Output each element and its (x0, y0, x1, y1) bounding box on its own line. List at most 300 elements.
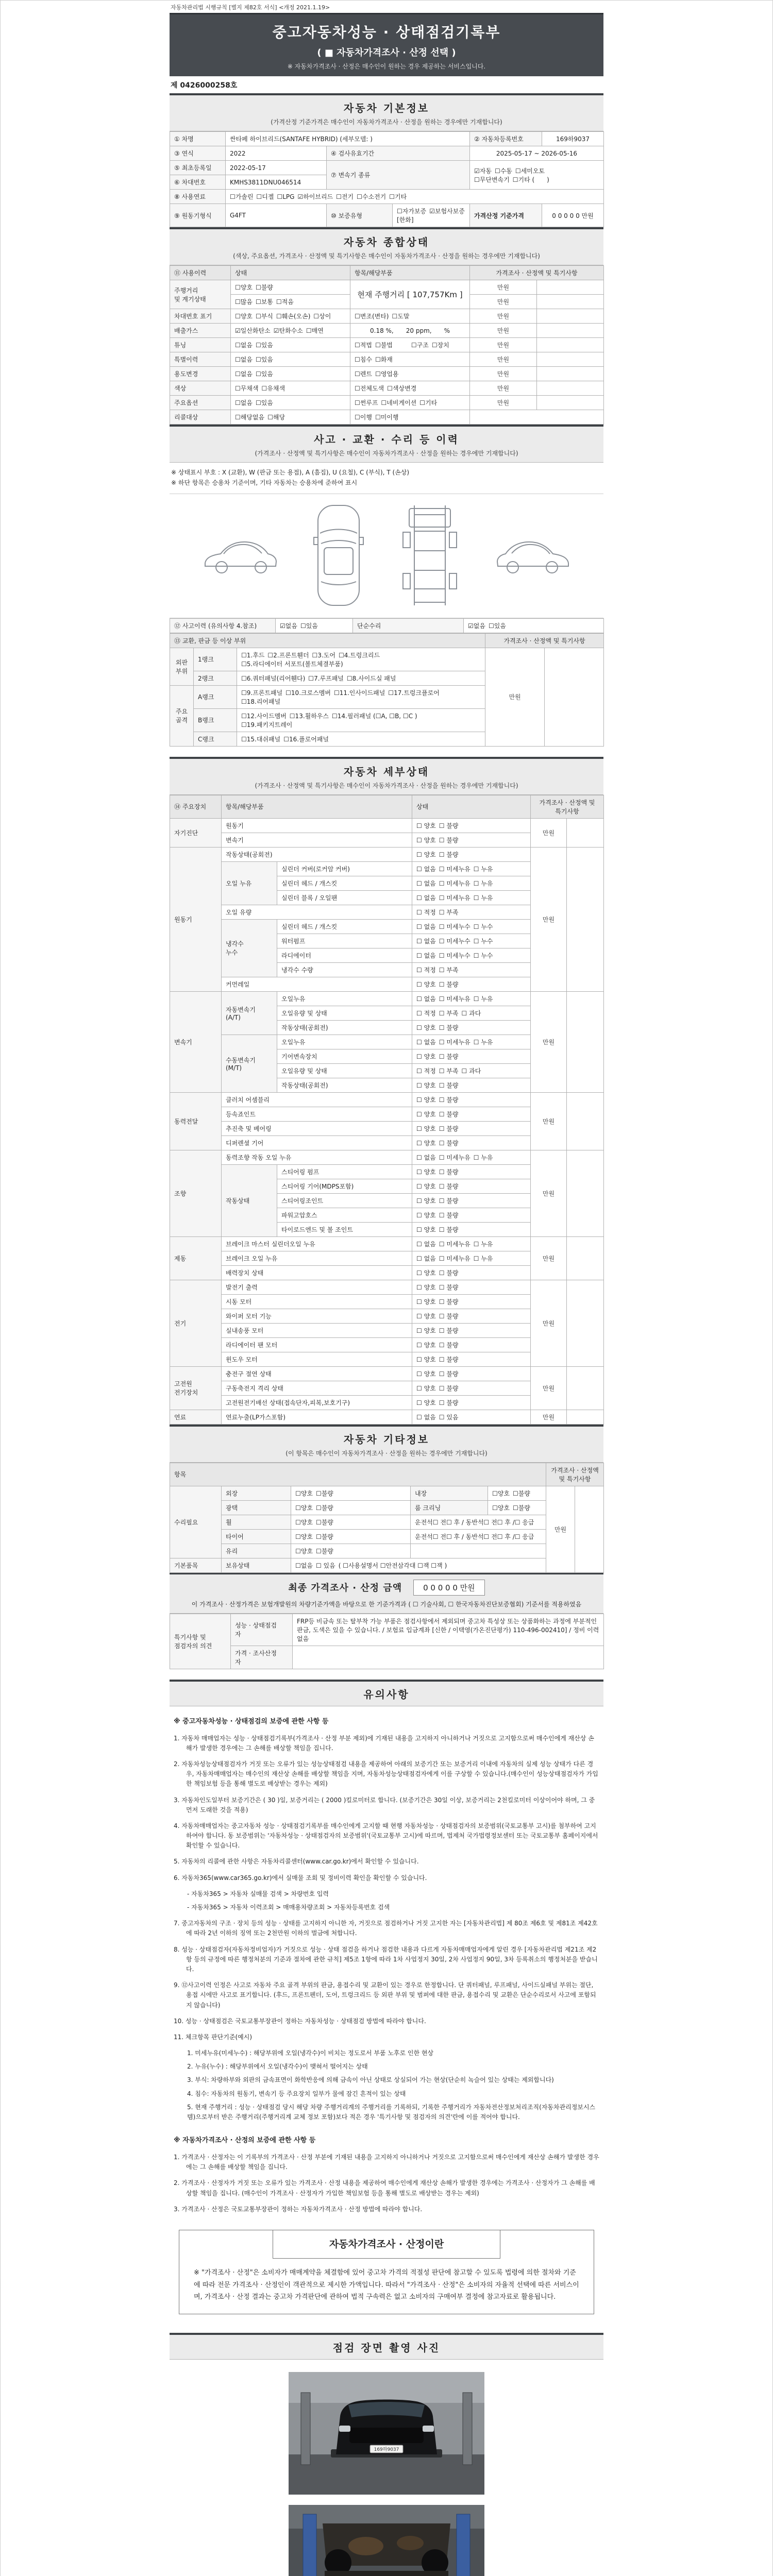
item: 오일유량 및 상태 (277, 1063, 412, 1078)
table (170, 633, 604, 747)
table-row (170, 146, 604, 161)
notice-item: 10. 성능 · 상태점검은 국토교통부장관이 정하는 자동차성능 · 상태점검 방법에 따라야 합니다. (174, 2017, 426, 2025)
item: 스티어링조인트 (277, 1193, 412, 1208)
table-row (170, 1463, 604, 1486)
table-cell: ☐전체도색 ☐색상변경 (350, 381, 470, 396)
notice-sub-item: 1. 미세누유(미세누수) : 해당부위에 오일(냉각수)이 비치는 정도로서 부품 노후로 인한 현상 (187, 2049, 434, 2057)
table-cell: ☐없음 ☐ 있음 ( ☐사용설명서 ☐안전삼각대 ☐잭 ☐잭 ) (291, 1558, 546, 1572)
table-row (170, 1646, 604, 1669)
price-note (567, 847, 604, 991)
table-row (170, 1280, 604, 1294)
table-row (170, 1500, 604, 1515)
table-cell: ☐15.대쉬패널 ☐16.플로어패널 (237, 732, 485, 746)
table-cell: ☐양호 ☐불량 (291, 1515, 411, 1529)
table-cell: ⑤ 최초등록일 (170, 161, 226, 175)
table-cell: ⑪ 사용이력 (170, 266, 231, 280)
price-note (567, 1150, 604, 1236)
table-row (170, 338, 604, 352)
table-cell: ☐양호 ☐불량 (488, 1486, 546, 1500)
table-cell: 성능 · 상태점검 자 (231, 1614, 293, 1646)
table-cell: 외장 (222, 1486, 291, 1500)
accident-history-table (170, 618, 603, 633)
table-row (170, 1529, 604, 1544)
table-cell: 색상 (170, 381, 231, 396)
table-row (170, 410, 604, 425)
legend-line-2: ※ 하단 항목은 승용차 기준이며, 기타 자동차는 승용차에 준하여 표시 (171, 479, 358, 487)
state-options: ☐ 양호 ☐ 불량 (412, 1092, 531, 1107)
detail-state-table (170, 795, 603, 1425)
device-group: 연료 (170, 1410, 222, 1424)
state-options: ☐ 양호 ☐ 불량 (412, 1323, 531, 1337)
sub-group: 작동상태 (222, 1164, 277, 1236)
table-row (170, 795, 604, 818)
table-row (170, 847, 604, 861)
state-options: ☐ 없음 ☐ 미세누수 ☐ 누수 (412, 919, 531, 934)
final-price-bar (170, 1573, 603, 1614)
table-row (170, 132, 604, 146)
fuel-type: ☐가솔린 ☐디젤 ☐LPG ☑하이브리드 ☐전기 ☐수소전기 ☐기타 (226, 190, 604, 204)
section-title: 자동차 세부상태 (343, 765, 430, 778)
table-cell: 타이어 (222, 1529, 291, 1544)
table-cell: ☐없음 ☐있음 (231, 338, 350, 352)
table-cell: C랭크 (194, 732, 237, 746)
form-reference: 자동차관리법 시행규칙 [별지 제82호 서식] <개정 2021.1.19> (171, 4, 330, 11)
section-title: 자동차 종합상태 (343, 236, 430, 248)
spacer (170, 1669, 603, 1680)
item: 브레이크 마스터 실린더오일 누유 (222, 1236, 412, 1251)
item: 고전원전기배선 상태(접속단자,피복,보호기구) (222, 1395, 412, 1410)
table-cell: ① 차명 (170, 132, 226, 146)
table-row (170, 324, 604, 338)
transmission-type: ☑자동 ☐수동 ☐세미오토 ☐무단변속기 ☐기타 ( ) (470, 161, 604, 190)
table-cell: 튜닝 (170, 338, 231, 352)
registration-number: 169하9037 (542, 132, 604, 146)
item: 실내송풍 모터 (222, 1323, 412, 1337)
sub-group: 오일 누유 (222, 861, 277, 905)
state-options: ☐ 양호 ☐ 불량 (412, 977, 531, 991)
notice-item: 3. 자동차인도일부터 보증기간은 ( 30 )일, 보증거리는 ( 2000 )킬로미터로 합니다. (보증기간은 30일 이상, 보증거리는 2천킬로미터 이상이어야 하며, 그 중 먼저 도래한 것을 적용) (174, 1796, 595, 1814)
final-price-label: 최종 가격조사 · 산정 금액 (288, 1583, 402, 1594)
state-options: ☐ 양호 ☐ 불량 (412, 818, 531, 833)
inspection-record-document (170, 1, 603, 2576)
item: 디퍼렌셜 기어 (222, 1136, 412, 1150)
state-options: ☐ 양호 ☐ 불량 (412, 1309, 531, 1323)
table-cell: 만원 (470, 396, 537, 410)
price-note (567, 1410, 604, 1424)
section-photos (170, 2333, 603, 2360)
notice-item: 4. 자동차매매업자는 중고자동차 성능 · 상태점검기록부를 매수인에게 고지할 때 현행 자동차성능 · 상태점검자의 보증범위(국토교통부 고시)를 첨부하여 고지하여야 합니다. 동 보증범위는 '자동차성능 · 상태점검자의 보증범위'(국토교통부 고시)에 따르며, 법제처 국가법령정보센터 또는 국토교통부 홈페이지에서 확인할 수 있습니다. (174, 1822, 598, 1850)
state-options: ☐ 양호 ☐ 불량 (412, 1222, 531, 1236)
table-cell: ☐양호 ☐불량 (291, 1500, 411, 1515)
table-cell: ☐12.사이드멤버 ☐13.휠하우스 ☐14.필러패널 (☐A, ☐B, ☐C ) ☐19.패키지트레이 (237, 708, 485, 732)
notice-sub-item: 3. 부식: 차량하부와 외판의 금속표면이 화학반응에 의해 금속이 아닌 상태로 상실되어 가는 현상(단순히 녹슬어 있는 상태는 제외합니다) (187, 2076, 554, 2084)
table-row (170, 1366, 604, 1381)
price-unit: 만원 (531, 847, 567, 991)
table-cell: 만원 (470, 295, 537, 309)
table-cell: 1랭크 (194, 648, 237, 671)
state-options: ☐ 없음 ☐ 미세누유 ☐ 누유 (412, 1251, 531, 1265)
table-cell: 광택 (222, 1500, 291, 1515)
section-note: (이 항목은 매수인이 자동차가격조사 · 산정을 원하는 경우에만 기재합니다) (285, 1449, 488, 1457)
table-cell: 특별이력 (170, 352, 231, 367)
device-group: 원동기 (170, 847, 222, 991)
legend-line-1: ※ 상태표시 부호 : X (교환), W (판금 또는 용접), A (흠집), U (요철), C (부식), T (손상) (171, 469, 410, 476)
table-cell: ☐양호 ☐불량 (291, 1486, 411, 1500)
table-cell: 가격조사 · 산정액 및 특기사항 (485, 633, 604, 648)
table-row (170, 280, 604, 295)
state-options: ☐ 양호 ☐ 불량 (412, 1280, 531, 1294)
table-row (170, 1558, 604, 1572)
table-cell (537, 295, 604, 309)
item: 충전구 절연 상태 (222, 1366, 412, 1381)
table-cell: 기본품목 (170, 1558, 222, 1572)
current-mileage: 현재 주행거리 [ 107,757Km ] (350, 280, 470, 309)
state-options: ☐ 양호 ☐ 불량 (412, 1121, 531, 1136)
table-cell: ④ 검사유효기간 (327, 146, 470, 161)
section-title: 자동차 기타정보 (343, 1433, 430, 1446)
table-cell (537, 381, 604, 396)
table-cell (537, 352, 604, 367)
notice-item: 3. 가격조사 · 산정은 국토교통부장관이 정하는 자동차가격조사 · 산정 방법에 따라야 합니다. (174, 2205, 423, 2213)
table-cell: 주행거리 및 계기상태 (170, 280, 231, 309)
table-cell: 보유상태 (222, 1558, 291, 1572)
device-group: 제동 (170, 1236, 222, 1280)
table-cell: ☐없음 ☐있음 (231, 367, 350, 381)
table-cell: A랭크 (194, 685, 237, 708)
inspector-opinion: FRP등 비금속 또는 탈부착 가능 부품은 점검사항에서 제외되며 중고차 특성상 또는 상품화하는 과정에 부분적인 판금, 도색은 있을 수 있습니다. / 보험료 입금계좌 [신한 / 이택영(가온진단평가) 110-496-002410] / 정비 이력 없음 (293, 1614, 604, 1646)
section-title: 유의사항 (363, 1688, 410, 1701)
inspection-photo-underbody (289, 2505, 484, 2576)
state-options: ☐ 양호 ☐ 불량 (412, 1049, 531, 1063)
table-row (170, 1236, 604, 1251)
table-row (170, 618, 604, 633)
price-note (567, 1092, 604, 1150)
final-price-note: 이 가격조사 · 산정가격은 보험개발원의 차량기준가액을 바탕으로 한 기준가격과 ( ☐ 기술사회, ☐ 한국자동차진단보증협회) 기준서를 적용하였음 (191, 1600, 582, 1608)
price-unit: 만원 (531, 1366, 567, 1410)
state-options: ☐ 양호 ☐ 불량 (412, 1337, 531, 1352)
table-cell: 항목/해당부품 (350, 266, 470, 280)
section-other-info (170, 1425, 603, 1463)
inspection-photos (170, 2360, 603, 2576)
table-cell: 용도변경 (170, 367, 231, 381)
price-unit: 만원 (531, 1092, 567, 1150)
table-cell: ⑧ 사용연료 (170, 190, 226, 204)
table-cell: 항목/해당부품 (222, 795, 412, 818)
table-cell: ☐양호 ☐불량 (291, 1529, 411, 1544)
section-title: 점검 장면 촬영 사진 (332, 2341, 441, 2354)
table-row (170, 1486, 604, 1500)
table-cell: ☐없음 ☐있음 (231, 352, 350, 367)
accident-history: ☑없음 ☐있음 (276, 618, 353, 633)
notice-item: 2. 자동차성능상태점검자가 거짓 또는 오류가 있는 성능상태점검 내용을 제공하여 아래의 보증기간 또는 보증거리 이내에 자동차의 실제 성능 상태가 다른 경우, 자동차매매업자는 매수인의 재산상 손해를 배상할 책임을 지며, 자동차성능상태점검자에게 이를 구상할 수 있습니다.(매수인이 성능상태점검자가 가입한 책임보험 등을 통해 별도로 배상받는 경우는 제외) (174, 1760, 598, 1788)
table-cell: 룸 크리닝 (411, 1500, 488, 1515)
item: 와이퍼 모터 기능 (222, 1309, 412, 1323)
section-basic-info (170, 93, 603, 131)
table-cell (470, 410, 604, 425)
state-options: ☐ 없음 ☐ 있음 (412, 1410, 531, 1424)
table-cell (537, 338, 604, 352)
item: 배력장치 상태 (222, 1265, 412, 1280)
table-cell: 차대번호 표기 (170, 309, 231, 324)
item: 오일유량 및 상태 (277, 1006, 412, 1020)
table-cell: ⑬ 교환, 판금 등 이상 부위 (170, 633, 485, 648)
first-registration-date: 2022-05-17 (226, 161, 327, 175)
state-options: ☐ 없음 ☐ 미세누유 ☐ 누유 (412, 876, 531, 890)
table-cell: ② 자동차등록번호 (470, 132, 542, 146)
item: 작동상태(공회전) (277, 1078, 412, 1092)
table-cell: B랭크 (194, 708, 237, 732)
table-cell: 만원 (470, 280, 537, 295)
notice-item: 1. 가격조사 · 산정자는 이 기록부의 가격조사 · 산정 부분에 기재된 내용을 고지하지 아니하거나 거짓으로 고지함으로써 매수인에게 재산상 손해가 발생한 경우에는 그 손해를 배상할 책임을 집니다. (174, 2154, 599, 2171)
table-row (170, 396, 604, 410)
table-cell: ☐적법 ☐불법 ☐구조 ☐장치 (350, 338, 470, 352)
exchange-panel-table (170, 633, 603, 747)
document-subtitle: ( ■ 자동차가격조사 · 산정 선택 ) (317, 47, 456, 58)
simple-repair: ☑없음 ☐있음 (464, 618, 604, 633)
table-cell (537, 396, 604, 410)
table (170, 795, 604, 1425)
item: 변속기 (222, 833, 412, 847)
item: 작동상태(공회전) (222, 847, 412, 861)
item: 실린더 커버(로커암 커버) (277, 861, 412, 876)
notice-sub-item: - 자동차365 > 자동차 이력조회 > 매매용차량조회 > 자동차등록번호 검색 (187, 1904, 390, 1911)
table (170, 1463, 604, 1573)
table-cell: ☐양호 ☐불량 (488, 1500, 546, 1515)
table-cell: ⑥ 차대번호 (170, 175, 226, 190)
table-row (170, 1150, 604, 1164)
notice-item: 2. 가격조사 · 산정자가 거짓 또는 오류가 있는 가격조사 · 산정 내용을 제공하여 매수인에게 재산상 손해가 발생한 경우에는 가격조사 · 산정자가 그 손해를 배상할 책임을 집니다. (매수인이 가격조사 · 산정자가 가입한 책임보험 등을 통해 별도로 배상받는 경우는 제외) (174, 2179, 595, 2197)
state-options: ☐ 양호 ☐ 불량 (412, 1107, 531, 1121)
device-group: 동력전달 (170, 1092, 222, 1150)
item: 파워고압호스 (277, 1208, 412, 1222)
document-header (170, 13, 603, 76)
notice-sub-item: 2. 누유(누수) : 해당부위에서 오일(냉각수)이 맺혀서 떨어지는 상태 (187, 2063, 368, 2071)
price-notice-subtitle: ※ 자동차가격조사 · 산정의 보증에 관한 사항 등 (174, 2137, 316, 2145)
item: 동력조향 작동 오일 누유 (222, 1150, 412, 1164)
warranty-type: ☐자가보증 ☑보험사보증 [한화] (393, 204, 470, 227)
table-cell: 운전석☐ 전☐ 후 / 동반석☐ 전☐ 후 /☐ 응급 (411, 1515, 546, 1529)
item: 라디에이터 (277, 948, 412, 962)
notice-item: 8. 성능 · 상태점검자(자동차정비업자)가 거짓으로 성능 · 상태 점검을 하거나 점검한 내용과 다르게 자동차매매업자에게 알린 경우 [자동차관리법 제21조 제2항 등의 규정에 따른 행정처분의 기준과 절차에 관한 규칙] 제5조 1항에 따라 1차 사업정지 30일, 2차 사업정지 90일, 3차 등록취소의 행정처분을 받습니다. (174, 1945, 598, 1973)
table-row (170, 161, 604, 175)
section-comprehensive (170, 227, 603, 265)
state-options: ☐ 양호 ☐ 불량 (412, 1078, 531, 1092)
state-options: ☐ 양호 ☐ 불량 (412, 1179, 531, 1193)
item: 타이로드엔드 및 볼 조인트 (277, 1222, 412, 1236)
table-cell: 만원 (485, 648, 545, 746)
price-note (567, 1236, 604, 1280)
table-cell: 가격조사 · 산정액 및 특기사항 (546, 1463, 604, 1486)
table (170, 265, 604, 425)
base-price: 0 0 0 0 0 만원 (542, 204, 604, 227)
item: 오일누유 (277, 1035, 412, 1049)
table-cell: ⑭ 주요장치 (170, 795, 222, 818)
definition-title: 자동차가격조사 · 산정이란 (273, 2230, 500, 2259)
sub-group: 냉각수 누수 (222, 919, 277, 977)
table (170, 618, 604, 633)
table-cell: 주요 골격 (170, 685, 194, 746)
table-cell: 주요옵션 (170, 396, 231, 410)
item: 실린더 헤드 / 개스킷 (277, 919, 412, 934)
opinions-table (170, 1614, 603, 1669)
table-row (170, 352, 604, 367)
state-mark-legend (170, 463, 603, 494)
state-options: ☐ 양호 ☐ 불량 (412, 1208, 531, 1222)
inspection-validity: 2025-05-17 ~ 2026-05-16 (470, 146, 604, 161)
notice-item: 6. 자동차365(www.car365.go.kr)에서 실매물 조회 및 정비이력 확인을 확인할 수 있습니다. (174, 1874, 427, 1882)
car-top-view-diagram (310, 501, 367, 609)
table (170, 1614, 604, 1669)
table-cell: 만원 (470, 381, 537, 396)
table-row (170, 1410, 604, 1424)
notice-item: 11. 체크항목 판단기준(예시) (174, 2033, 252, 2041)
item: 작동상태(공회전) (277, 1020, 412, 1035)
table-cell: ☐양호 ☐불량 (291, 1544, 411, 1558)
device-group: 변속기 (170, 991, 222, 1092)
notice-sub-item: - 자동차365 > 자동차 실매물 검색 > 차량번호 입력 (187, 1890, 329, 1897)
engine-type: G4FT (226, 204, 327, 227)
item: 워터펌프 (277, 934, 412, 948)
state-options: ☐ 양호 ☐ 불량 (412, 1352, 531, 1366)
table-cell: ☐렌트 ☐영업용 (350, 367, 470, 381)
table-cell: ☐1.후드 ☐2.프론트휀더 ☐3.도어 ☐4.트렁크리드 ☐5.라디에이터 서포트(볼트체결부품) (237, 648, 485, 671)
table-cell: ☐무채색 ☐유채색 (231, 381, 350, 396)
item: 클러치 어셈블리 (222, 1092, 412, 1107)
spacer (170, 747, 603, 757)
table-cell: 가격산정 기준가격 (470, 204, 542, 227)
item: 커먼레일 (222, 977, 412, 991)
table-cell (411, 1544, 546, 1558)
emission-values: 0.18 %, 20 ppm, % (350, 324, 470, 338)
state-options: ☐ 양호 ☐ 불량 (412, 1265, 531, 1280)
table-cell: 만원 (470, 324, 537, 338)
device-group: 고전원 전기장치 (170, 1366, 222, 1410)
table-cell (537, 280, 604, 295)
table-cell: 항목 (170, 1463, 546, 1486)
state-options: ☐ 적정 ☐ 부족 ☐ 과다 (412, 1006, 531, 1020)
state-options: ☐ 없음 ☐ 미세누유 ☐ 누유 (412, 1236, 531, 1251)
sub-group: 자동변속기 (A/T) (222, 991, 277, 1035)
car-frame-diagram (396, 501, 464, 609)
item: 냉각수 수량 (277, 962, 412, 977)
device-group: 조향 (170, 1150, 222, 1236)
table-cell (537, 309, 604, 324)
section-title: 자동차 기본정보 (343, 102, 430, 114)
inspection-photo-front (289, 2372, 484, 2495)
table-cell: 상태 (412, 795, 531, 818)
table-cell: ☐양호 ☐부식 ☐훼손(오손) ☐상이 (231, 309, 350, 324)
appraiser-opinion (293, 1646, 604, 1669)
table (170, 131, 604, 227)
final-price-value: 0 0 0 0 0 만원 (413, 1580, 485, 1596)
item: 기어변속장치 (277, 1049, 412, 1063)
table-cell: 유리 (222, 1544, 291, 1558)
table-row (170, 309, 604, 324)
comprehensive-state-table (170, 265, 603, 425)
price-unit: 만원 (531, 1280, 567, 1366)
table-cell: ⑦ 변속기 종류 (327, 161, 470, 190)
section-title: 사고 · 교환 · 수리 등 이력 (314, 433, 459, 446)
table-row (170, 266, 604, 280)
vin: KMHS3811DNU046514 (226, 175, 327, 190)
table-cell: 내장 (411, 1486, 488, 1500)
item: 시동 모터 (222, 1294, 412, 1309)
table-row (170, 1614, 604, 1646)
table-cell: 싼타페 하이브리드(SANTAFE HYBRID) (세부모델: ) (226, 132, 470, 146)
section-notices (170, 1680, 603, 1706)
table-cell: 2랭크 (194, 671, 237, 685)
table-row (170, 633, 604, 648)
section-detail-state (170, 757, 603, 795)
table-cell: 리콜대상 (170, 410, 231, 425)
section-note: (가격산정 기준가격은 매수인이 자동차가격조사 · 산정을 원하는 경우에만 기재합니다) (271, 118, 502, 126)
table-cell: ☐해당없음 ☐해당 (231, 410, 350, 425)
car-damage-diagrams (170, 494, 603, 618)
table-row (170, 190, 604, 204)
state-options: ☐ 양호 ☐ 불량 (412, 1020, 531, 1035)
state-options: ☐ 없음 ☐ 미세누유 ☐ 누유 (412, 1035, 531, 1049)
car-side-left-diagram (199, 501, 281, 609)
item: 오일누유 (277, 991, 412, 1006)
table-cell: 만원 (470, 309, 537, 324)
table-row (170, 1092, 604, 1107)
item: 실린더 블록 / 오일팬 (277, 890, 412, 905)
price-unit: 만원 (531, 991, 567, 1092)
definition-text: ※ "가격조사 · 산정"은 소비자가 매매계약을 체결함에 있어 중고차 가격의 적절성 판단에 참고할 수 있도록 법령에 의한 절차와 기준에 따라 전문 가격조사 · 산정인이 객관적으로 제시한 가액입니다. 따라서 "가격조사 · 산정"은 소비자의 자율적 선택에 따른 서비스이며, 가격조사 · 산정 결과는 중고차 가격판단에 관하여 법적 구속력은 없고 소비자의 구매여부 결정에 참고자료로 활용됩니다. (194, 2269, 579, 2301)
table-row (170, 1544, 604, 1558)
price-note (567, 991, 604, 1092)
state-options: ☐ 양호 ☐ 불량 (412, 1164, 531, 1179)
table-row (170, 991, 604, 1006)
table-cell: 단순수리 (353, 618, 464, 633)
table-cell: ☐6.쿼터패널(리어휀다) ☐7.루프패널 ☐8.사이드실 패널 (237, 671, 485, 685)
table-cell: ③ 연식 (170, 146, 226, 161)
item: 원동기 (222, 818, 412, 833)
notice-item: 9. ⑫사고이력 인정은 사고로 자동차 주요 골격 부위의 판금, 용접수리 및 교환이 있는 경우로 한정합니다. 단 쿼터패널, 루프패널, 사이드실패널 부위는 절단, 용접 시에만 사고로 표기합니다. (후드, 프론트펜더, 도어, 트렁크리드 등 외판 부위 및 범퍼에 대한 판금, 용접수리 및 교환은 단순수리로서 사고에 포함되지 않습니다) (174, 1981, 596, 2009)
notice-sub-item: 5. 현재 주행거리 : 성능 · 상태점검 당시 해당 차량 주행거리계의 주행거리를 기록하되, 기록한 주행거리가 자동차전산정보처리조직(자동차관리정보시스템)으로부터 받은 주행거리(주행거리계 교체 정보 포함)보다 적은 경우 '특기사항 및 점검자의 의견'란에 이를 적어야 합니다. (187, 2103, 596, 2121)
table-cell: 만원 (546, 1486, 575, 1572)
state-options: ☐ 양호 ☐ 불량 (412, 833, 531, 847)
table-row (170, 1515, 604, 1529)
state-options: ☐ 없음 ☐ 미세누유 ☐ 누유 (412, 861, 531, 876)
table-cell: 배출가스 (170, 324, 231, 338)
table-cell (537, 324, 604, 338)
table-cell: ☐9.프론트패널 ☐10.크로스멤버 ☐11.인사이드패널 ☐17.트렁크플로어 ☐18.리어패널 (237, 685, 485, 708)
model-year: 2022 (226, 146, 327, 161)
notice-sub-item: 4. 침수: 자동차의 원동기, 변속기 등 주요장치 일부가 물에 잠긴 흔적이 있는 상태 (187, 2090, 406, 2097)
state-options: ☐ 양호 ☐ 불량 (412, 1136, 531, 1150)
table-cell (545, 648, 604, 746)
state-options: ☐ 없음 ☐ 미세누유 ☐ 누유 (412, 1150, 531, 1164)
state-options: ☐ 없음 ☐ 미세누수 ☐ 누수 (412, 948, 531, 962)
item: 브레이크 오일 누유 (222, 1251, 412, 1265)
state-options: ☐ 없음 ☐ 미세누수 ☐ 누수 (412, 934, 531, 948)
item: 연료누출(LP가스포함) (222, 1410, 412, 1424)
price-notice-list (174, 2153, 599, 2214)
table-cell: 수리필요 (170, 1486, 222, 1558)
device-group: 전기 (170, 1280, 222, 1366)
item: 실린더 헤드 / 개스킷 (277, 876, 412, 890)
notices-body (170, 1706, 603, 2333)
section-accident-history (170, 425, 603, 463)
section-note: (가격조사 · 산정액 및 특기사항은 매수인이 자동차가격조사 · 산정을 원하는 경우에만 기재합니다) (255, 782, 518, 789)
table-cell: 휠 (222, 1515, 291, 1529)
document-number: 제 0426000258호 (171, 81, 238, 90)
item: 구동축전지 격리 상태 (222, 1381, 412, 1395)
notice-item: 7. 중고자동차의 구조 · 장치 등의 성능 · 상태를 고지하지 아니한 자, 거짓으로 점검하거나 거짓 고지한 자는 [자동차관리법] 제 80조 제6호 및 제81조 제42호에 따라 2년 이하의 징역 또는 2천만원 이하의 벌금에 처합니다. (174, 1920, 598, 1937)
price-unit: 만원 (531, 818, 567, 847)
document-title: 중고자동차성능 · 상태점검기록부 (272, 24, 501, 41)
